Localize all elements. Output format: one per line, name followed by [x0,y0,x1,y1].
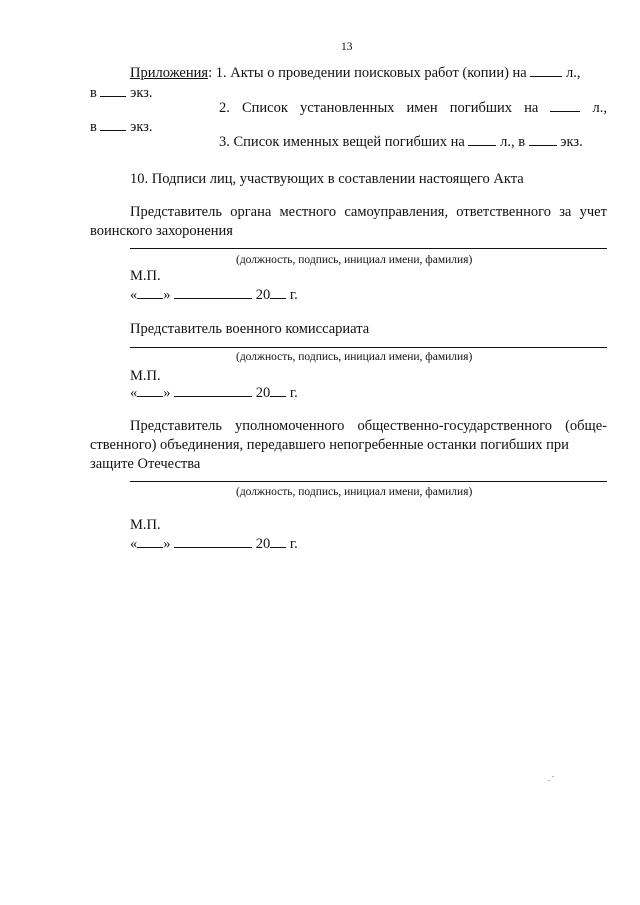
blank-field [529,133,557,146]
item-3-unit: экз. [560,134,583,150]
rep3-line2: ственного) объединения, передавшего непогребенные останки погибших при [90,437,569,453]
attachments-heading: Приложения [130,65,209,81]
blank-field [468,133,496,146]
open-quote: « [130,385,138,401]
date-line [130,286,298,304]
scan-speck [552,776,554,777]
year-suffix: г. [289,287,298,303]
date-line [130,535,298,553]
signature-caption: (должность, подпись, инициал имени, фамилия) [236,254,473,266]
blank-field [270,535,286,548]
blank-field [530,64,562,77]
word: общественно-государственного [357,418,553,434]
open-quote: « [130,536,138,552]
blank-field [270,286,286,299]
page-number: 13 [341,41,353,53]
item-2-word: имен [406,100,438,116]
attachments-item-2 [219,99,607,117]
word: за [559,204,572,220]
item-2-number: 2. [219,100,230,116]
signature-line [130,481,607,482]
copies-suffix: экз. [130,85,153,101]
word: уполномоченного [235,418,345,434]
stamp-label: М.П. [130,268,161,284]
copies-prefix: в [90,119,97,135]
copies-suffix: экз. [130,119,153,135]
year-prefix: 20 [255,287,271,303]
stamp-label: М.П. [130,368,161,384]
blank-field [550,99,580,112]
close-quote: » [163,536,171,552]
year-prefix: 20 [255,536,271,552]
word: Представитель [130,418,222,434]
blank-field [100,84,126,97]
blank-field [174,384,252,397]
word: самоуправления, [344,204,449,220]
signature-line [130,248,607,249]
item-2-word: на [524,100,539,116]
rep2-line1: Представитель военного комиссариата [130,321,370,337]
item-2-word: погибших [449,100,513,116]
blank-field [100,118,126,131]
word: (обще- [565,418,607,434]
signature-caption: (должность, подпись, инициал имени, фамилия) [236,351,473,363]
blank-field [174,535,252,548]
attachments-item-1 [130,64,580,82]
blank-field [137,535,163,548]
rep3-line1 [130,417,607,435]
copies-prefix: в [90,85,97,101]
rep1-line2: воинского захоронения [90,223,233,239]
item-2-word: Список [241,100,288,116]
item-2-word: установленных [299,100,395,116]
word: органа [230,204,272,220]
blank-field [137,384,163,397]
item-3-text: 3. Список именных вещей погибших на [219,134,465,150]
item-3-mid: л., в [500,134,526,150]
attachments-item-2-copies [90,118,153,136]
word: ответственного [456,204,551,220]
blank-field [270,384,286,397]
section-10-title: 10. Подписи лиц, участвующих в составлении настоящего Акта [130,171,524,187]
open-quote: « [130,287,138,303]
stamp-label: М.П. [130,517,161,533]
date-line [130,384,298,402]
signature-caption: (должность, подпись, инициал имени, фамилия) [236,486,473,498]
scan-speck [548,780,550,781]
attachments-item-1-copies [90,84,153,102]
attachments-item-1-text: : 1. Акты о проведении поисковых работ (копии) на [208,65,527,81]
word: местного [279,204,337,220]
rep1-line1 [130,203,607,221]
signature-line [130,347,607,348]
blank-field [137,286,163,299]
year-suffix: г. [289,385,298,401]
word: учет [579,204,607,220]
close-quote: » [163,287,171,303]
word: Представитель [130,204,222,220]
close-quote: » [163,385,171,401]
attachments-item-1-unit: л., [565,65,581,81]
blank-field [174,286,252,299]
item-2-unit: л., [592,100,607,116]
year-suffix: г. [289,536,298,552]
year-prefix: 20 [255,385,271,401]
attachments-item-3 [219,133,583,151]
rep3-line3: защите Отечества [90,456,201,472]
